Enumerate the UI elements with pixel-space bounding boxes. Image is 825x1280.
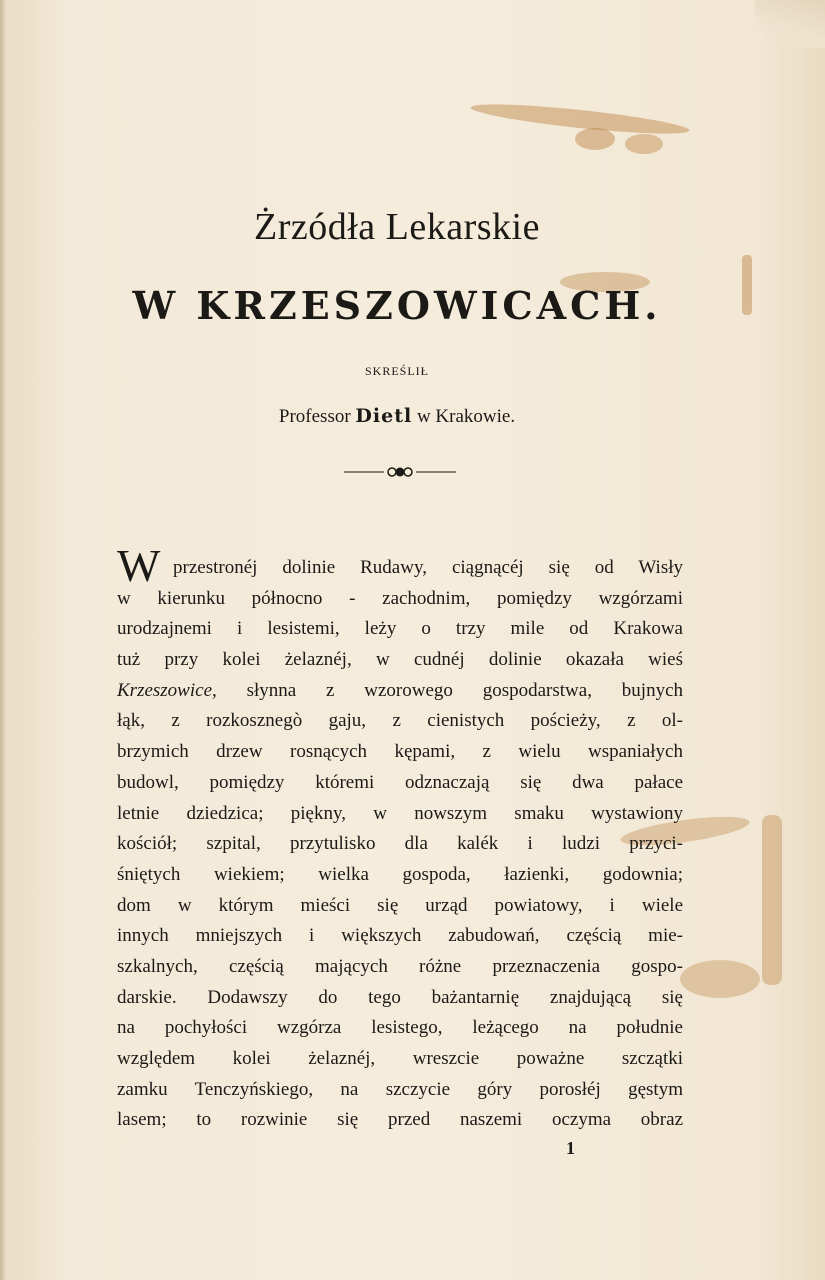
text-line: względem kolei żelaznéj, wreszcie poważne szczątki (117, 1048, 683, 1069)
italic-place-name: Krzeszowice, (117, 679, 217, 701)
text-line: budowl, pomiędzy któremi odznaczają się dwa pałace (117, 771, 683, 793)
stain-top-blob-2 (625, 134, 663, 154)
text-line: zamku Tenczyńskiego, na szczycie góry porosłéj gęstym (117, 1078, 683, 1100)
text-line: przestronéj dolinie Rudawy, ciągnącéj się od Wisły (173, 557, 683, 578)
document-subtitle: W KRZESZOWICACH. (132, 283, 662, 328)
stain-right-long (762, 815, 782, 985)
author-prefix: Professor (278, 406, 356, 427)
text-line: lasem; to rozwinie się przed naszemi oczyma obraz (117, 1109, 683, 1131)
text-line: kościół; szpital, przytulisko dla kalék i ludzi przyci- (117, 833, 683, 855)
text-line: darskie. Dodawszy do tego bażantarnię znajdującą się (117, 986, 683, 1008)
text-line: śniętych wiekiem; wielka gospoda, łazienki, godownia; (117, 863, 683, 885)
page-edge-shadow (0, 0, 6, 1280)
text-line: letnie dziedzica; piękny, w nowszym smaku wystawiony (117, 802, 683, 824)
text-line: w kierunku północno - zachodnim, pomiędzy wzgórzami (117, 587, 683, 609)
page-number: 1 (566, 1138, 575, 1158)
stain-top-blob (575, 128, 615, 150)
text-line: tuż przy kolei żelaznéj, w cudnéj dolinie okazała wieś (117, 649, 683, 671)
author-suffix: w Krakowie. (412, 406, 516, 427)
author-line (0, 405, 794, 428)
text-line: łąk, z rozkosznegò gaju, z cienistych pościeży, z ol- (117, 710, 683, 732)
author-name: Dietl (355, 405, 413, 427)
document-title: Żrzódła Lekarskie (254, 206, 540, 248)
folded-corner (755, 0, 825, 48)
text-line: szkalnych, częścią mających różne przeznaczenia gospo- (117, 955, 683, 977)
text-line: innych mniejszych i większych zabudowań, częścią mie- (117, 925, 683, 947)
text-line: brzymich drzew rosnących kępami, z wielu wspaniałych (117, 741, 683, 763)
text-line: na pochyłości wzgórza lesistego, leżącego na południe (117, 1017, 683, 1039)
stain-lower (680, 960, 760, 998)
text-line-rest: słynna z wzorowego gospodarstwa, bujnych (246, 679, 683, 701)
text-line: dom w którym mieści się urząd powiatowy, i wiele (117, 894, 683, 916)
text-line (117, 676, 683, 707)
text-line: urodzajnemi i lesistemi, leży o trzy mile od Krakowa (117, 618, 683, 640)
body-paragraph (117, 553, 683, 1136)
ornamental-divider (340, 462, 460, 482)
byline-label: SKREŚLIŁ (364, 364, 429, 378)
drop-cap: W (117, 540, 161, 591)
